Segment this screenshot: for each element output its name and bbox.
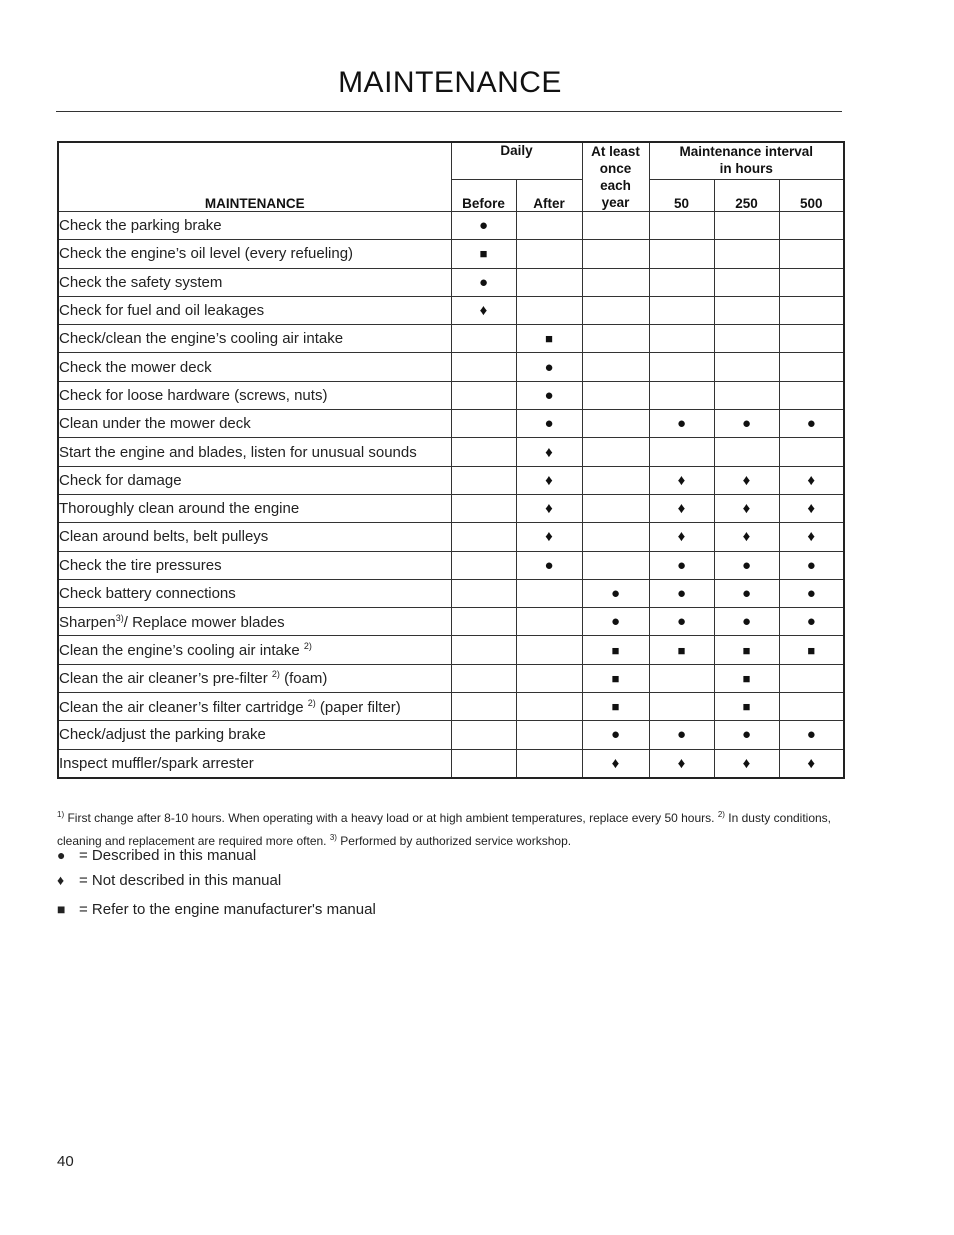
diamond-icon: ♦ — [677, 500, 686, 518]
task-cell — [58, 325, 451, 353]
mark-cell-hours-250 — [714, 721, 779, 749]
mark-cell-hours-500 — [779, 381, 844, 409]
circle-icon: ● — [741, 585, 752, 602]
mark-cell-hours-50 — [649, 353, 714, 381]
mark-cell-daily-before — [451, 240, 516, 268]
mark-cell-hours-50 — [649, 721, 714, 749]
mark-cell-daily-after — [516, 551, 582, 579]
mark-cell-yearly — [582, 693, 649, 721]
circle-icon: ● — [806, 415, 816, 433]
task-cell — [58, 296, 451, 324]
task-label: Check the mower deck — [59, 358, 212, 376]
circle-icon: ● — [478, 217, 489, 235]
task-label: Check for fuel and oil leakages — [59, 302, 265, 320]
task-cell — [58, 608, 451, 636]
mark-cell-daily-after — [516, 353, 582, 381]
mark-cell-yearly — [582, 466, 649, 494]
mark-cell-yearly — [582, 212, 649, 240]
circle-icon: ● — [544, 358, 554, 376]
mark-cell-daily-before — [451, 749, 516, 778]
diamond-icon: ♦ — [57, 872, 65, 888]
diamond-icon: ♦ — [742, 471, 751, 489]
mark-cell-yearly — [582, 494, 649, 522]
diamond-icon: ♦ — [677, 471, 686, 489]
mark-cell-yearly — [582, 438, 649, 466]
mark-cell-yearly — [582, 721, 649, 749]
mark-cell-daily-after — [516, 381, 582, 409]
mark-cell-hours-250 — [714, 212, 779, 240]
mark-cell-daily-after — [516, 296, 582, 324]
mark-cell-hours-250 — [714, 494, 779, 522]
task-label: Clean the air cleaner’s filter cartridge — [59, 698, 308, 716]
task-cell — [58, 636, 451, 664]
task-cell — [58, 749, 451, 778]
square-icon: ■ — [545, 331, 553, 347]
legend-item-engine-manual — [57, 901, 376, 918]
mark-cell-daily-before — [451, 212, 516, 240]
mark-cell-hours-50 — [649, 438, 714, 466]
mark-cell-daily-after — [516, 494, 582, 522]
mark-cell-hours-500 — [779, 523, 844, 551]
maintenance-schedule-table — [57, 141, 845, 779]
table-row — [58, 381, 844, 409]
legend-text: = Refer to the engine manufacturer's manual — [79, 901, 376, 918]
square-icon: ■ — [807, 642, 816, 658]
mark-cell-daily-before — [451, 381, 516, 409]
task-footnote-ref: 2) — [307, 697, 316, 708]
diamond-icon: ♦ — [677, 754, 686, 772]
task-label: Sharpen — [59, 613, 116, 631]
mark-cell-hours-250 — [714, 664, 779, 692]
diamond-icon: ♦ — [545, 500, 553, 518]
mark-cell-hours-500 — [779, 551, 844, 579]
mark-cell-hours-50 — [649, 749, 714, 778]
table-row — [58, 721, 844, 749]
square-icon: ■ — [742, 699, 751, 715]
mark-cell-hours-250 — [714, 296, 779, 324]
mark-cell-yearly — [582, 608, 649, 636]
mark-cell-hours-250 — [714, 240, 779, 268]
diamond-icon: ♦ — [807, 754, 816, 772]
mark-cell-daily-after — [516, 721, 582, 749]
task-cell — [58, 551, 451, 579]
circle-icon: ● — [676, 585, 687, 602]
mark-cell-daily-before — [451, 721, 516, 749]
header-daily: Daily — [451, 142, 582, 179]
task-cell — [58, 523, 451, 551]
task-label-suffix: (paper filter) — [315, 698, 401, 716]
schedule-rows — [58, 212, 844, 778]
task-label: Check the safety system — [59, 273, 223, 291]
circle-icon: ● — [806, 613, 816, 631]
mark-cell-hours-500 — [779, 410, 844, 438]
mark-cell-hours-500 — [779, 212, 844, 240]
diamond-icon: ♦ — [545, 528, 553, 546]
diamond-icon: ♦ — [742, 528, 751, 546]
footnote-2-text: In dusty conditions, cleaning and replacement are required more often. — [57, 811, 832, 848]
mark-cell-hours-50 — [649, 381, 714, 409]
table-row — [58, 438, 844, 466]
mark-cell-yearly — [582, 664, 649, 692]
mark-cell-hours-50 — [649, 664, 714, 692]
task-label: Check/clean the engine’s cooling air intake — [59, 330, 344, 348]
circle-icon: ● — [741, 726, 752, 744]
mark-cell-hours-250 — [714, 551, 779, 579]
task-label-suffix: (foam) — [279, 670, 328, 688]
mark-cell-daily-after — [516, 466, 582, 494]
footnote-3-text: Performed by authorized service workshop. — [336, 834, 572, 848]
circle-icon: ● — [741, 415, 752, 433]
circle-icon: ● — [676, 415, 687, 433]
task-footnote-ref: 2) — [303, 641, 312, 652]
header-500-hours: 500 — [779, 179, 844, 211]
mark-cell-yearly — [582, 551, 649, 579]
mark-cell-daily-after — [516, 212, 582, 240]
task-cell — [58, 240, 451, 268]
mark-cell-hours-50 — [649, 494, 714, 522]
square-icon: ■ — [611, 642, 620, 658]
task-label: Check the engine’s oil level (every refueling) — [59, 245, 354, 263]
title-divider — [56, 111, 842, 112]
square-icon: ■ — [479, 246, 488, 262]
mark-cell-daily-before — [451, 579, 516, 607]
mark-cell-daily-before — [451, 353, 516, 381]
table-row — [58, 466, 844, 494]
task-cell — [58, 410, 451, 438]
circle-icon: ● — [806, 726, 816, 744]
mark-cell-hours-500 — [779, 721, 844, 749]
task-footnote-ref: 2) — [271, 669, 280, 680]
header-maintenance: MAINTENANCE — [58, 142, 451, 212]
square-icon: ■ — [57, 901, 66, 917]
task-cell — [58, 579, 451, 607]
legend-item-described — [57, 847, 256, 864]
mark-cell-hours-50 — [649, 693, 714, 721]
mark-cell-hours-250 — [714, 636, 779, 664]
circle-icon: ● — [741, 556, 752, 574]
diamond-icon: ♦ — [677, 528, 686, 546]
legend-text: = Not described in this manual — [79, 872, 282, 889]
task-cell — [58, 212, 451, 240]
mark-cell-yearly — [582, 410, 649, 438]
table-row — [58, 523, 844, 551]
diamond-icon: ♦ — [545, 471, 553, 489]
mark-cell-hours-500 — [779, 296, 844, 324]
mark-cell-daily-before — [451, 438, 516, 466]
task-label: Check the parking brake — [59, 217, 222, 235]
task-label: Clean around belts, belt pulleys — [59, 528, 269, 546]
mark-cell-daily-before — [451, 466, 516, 494]
mark-cell-daily-after — [516, 579, 582, 607]
table-row — [58, 693, 844, 721]
task-cell — [58, 268, 451, 296]
task-label: Check battery connections — [59, 585, 236, 602]
mark-cell-daily-after — [516, 749, 582, 778]
mark-cell-hours-250 — [714, 438, 779, 466]
task-cell — [58, 438, 451, 466]
mark-cell-daily-before — [451, 608, 516, 636]
circle-icon: ● — [676, 556, 687, 574]
mark-cell-hours-250 — [714, 579, 779, 607]
task-label: Check/adjust the parking brake — [59, 726, 266, 744]
circle-icon: ● — [806, 585, 816, 602]
mark-cell-hours-50 — [649, 240, 714, 268]
mark-cell-daily-before — [451, 693, 516, 721]
table-row — [58, 410, 844, 438]
mark-cell-daily-before — [451, 325, 516, 353]
task-cell — [58, 494, 451, 522]
task-cell — [58, 381, 451, 409]
mark-cell-hours-250 — [714, 353, 779, 381]
mark-cell-hours-50 — [649, 551, 714, 579]
task-cell — [58, 721, 451, 749]
table-row — [58, 551, 844, 579]
table-row — [58, 636, 844, 664]
mark-cell-daily-after — [516, 325, 582, 353]
table-row — [58, 664, 844, 692]
page-number: 40 — [57, 1153, 74, 1170]
mark-cell-hours-500 — [779, 636, 844, 664]
page-title: MAINTENANCE — [338, 66, 562, 99]
mark-cell-hours-50 — [649, 466, 714, 494]
table-row — [58, 212, 844, 240]
square-icon: ■ — [677, 642, 686, 658]
task-label: Clean the air cleaner’s pre-filter — [59, 670, 272, 688]
task-label: Clean the engine’s cooling air intake — [59, 642, 304, 660]
diamond-icon: ♦ — [545, 443, 553, 461]
circle-icon: ● — [544, 386, 554, 404]
mark-cell-hours-250 — [714, 693, 779, 721]
diamond-icon: ♦ — [807, 471, 816, 489]
mark-cell-hours-500 — [779, 494, 844, 522]
mark-cell-daily-after — [516, 268, 582, 296]
mark-cell-hours-50 — [649, 296, 714, 324]
circle-icon: ● — [610, 613, 621, 631]
circle-icon: ● — [544, 415, 554, 433]
circle-icon: ● — [676, 726, 687, 744]
mark-cell-hours-250 — [714, 325, 779, 353]
mark-cell-hours-500 — [779, 353, 844, 381]
legend-item-not-described — [57, 872, 281, 889]
diamond-icon: ♦ — [807, 500, 816, 518]
mark-cell-yearly — [582, 325, 649, 353]
mark-cell-hours-50 — [649, 410, 714, 438]
mark-cell-yearly — [582, 636, 649, 664]
header-250-hours: 250 — [714, 179, 779, 211]
mark-cell-yearly — [582, 240, 649, 268]
mark-cell-hours-500 — [779, 240, 844, 268]
task-cell — [58, 664, 451, 692]
mark-cell-yearly — [582, 523, 649, 551]
header-before: Before — [451, 179, 516, 211]
mark-cell-daily-after — [516, 664, 582, 692]
header-maintenance-interval: Maintenance interval in hours — [649, 142, 844, 179]
mark-cell-hours-500 — [779, 325, 844, 353]
mark-cell-daily-before — [451, 494, 516, 522]
table-row — [58, 494, 844, 522]
mark-cell-daily-before — [451, 636, 516, 664]
table-row — [58, 268, 844, 296]
header-after: After — [516, 179, 582, 211]
mark-cell-hours-250 — [714, 381, 779, 409]
mark-cell-daily-before — [451, 268, 516, 296]
mark-cell-daily-after — [516, 693, 582, 721]
mark-cell-hours-50 — [649, 579, 714, 607]
mark-cell-yearly — [582, 353, 649, 381]
task-label: Check the tire pressures — [59, 556, 222, 574]
mark-cell-hours-500 — [779, 466, 844, 494]
table-row — [58, 240, 844, 268]
mark-cell-hours-50 — [649, 268, 714, 296]
mark-cell-yearly — [582, 296, 649, 324]
mark-cell-hours-250 — [714, 410, 779, 438]
mark-cell-daily-after — [516, 608, 582, 636]
mark-cell-yearly — [582, 579, 649, 607]
legend-text: = Described in this manual — [79, 847, 257, 864]
mark-cell-daily-before — [451, 551, 516, 579]
task-label: Clean under the mower deck — [59, 415, 251, 433]
mark-cell-daily-after — [516, 410, 582, 438]
mark-cell-hours-500 — [779, 268, 844, 296]
task-label: Check for loose hardware (screws, nuts) — [59, 386, 328, 404]
mark-cell-daily-before — [451, 410, 516, 438]
square-icon: ■ — [611, 699, 620, 715]
mark-cell-daily-after — [516, 240, 582, 268]
square-icon: ■ — [742, 670, 751, 686]
task-label: Thoroughly clean around the engine — [59, 500, 300, 518]
mark-cell-daily-after — [516, 523, 582, 551]
mark-cell-hours-250 — [714, 466, 779, 494]
square-icon: ■ — [611, 670, 620, 686]
task-cell — [58, 466, 451, 494]
footnotes — [57, 805, 847, 851]
circle-icon: ● — [610, 726, 621, 744]
mark-cell-hours-50 — [649, 523, 714, 551]
header-50-hours: 50 — [649, 179, 714, 211]
circle-icon: ● — [741, 613, 752, 631]
mark-cell-hours-250 — [714, 523, 779, 551]
circle-icon: ● — [57, 847, 66, 863]
mark-cell-hours-500 — [779, 664, 844, 692]
mark-cell-hours-50 — [649, 636, 714, 664]
mark-cell-daily-before — [451, 664, 516, 692]
square-icon: ■ — [742, 642, 751, 658]
circle-icon: ● — [676, 613, 687, 631]
task-label: Start the engine and blades, listen for unusual sounds — [59, 443, 417, 461]
table-row — [58, 353, 844, 381]
mark-cell-yearly — [582, 381, 649, 409]
diamond-icon: ♦ — [742, 754, 751, 772]
footnote-1-text: First change after 8-10 hours. When operating with a heavy load or at high ambient temperatures, replace every 50 hours. — [64, 811, 718, 825]
mark-cell-hours-250 — [714, 608, 779, 636]
table-row — [58, 608, 844, 636]
mark-cell-hours-500 — [779, 579, 844, 607]
diamond-icon: ♦ — [807, 528, 816, 546]
header-at-least-once-each-year: At least once each year — [582, 142, 649, 212]
mark-cell-hours-50 — [649, 212, 714, 240]
table-row — [58, 579, 844, 607]
task-label: Inspect muffler/spark arrester — [59, 754, 254, 772]
diamond-icon: ♦ — [611, 754, 620, 772]
task-cell — [58, 693, 451, 721]
diamond-icon: ♦ — [479, 302, 488, 320]
mark-cell-hours-500 — [779, 608, 844, 636]
task-footnote-ref: 3) — [115, 612, 124, 623]
mark-cell-daily-after — [516, 438, 582, 466]
mark-cell-yearly — [582, 749, 649, 778]
footnote-2-mark: 2) — [717, 810, 725, 819]
circle-icon: ● — [806, 556, 816, 574]
mark-cell-daily-before — [451, 296, 516, 324]
footnote-3-mark: 3) — [329, 833, 337, 842]
task-label-suffix: / Replace mower blades — [123, 613, 285, 631]
circle-icon: ● — [610, 585, 621, 602]
table-row — [58, 749, 844, 778]
mark-cell-hours-250 — [714, 268, 779, 296]
mark-cell-hours-50 — [649, 608, 714, 636]
circle-icon: ● — [478, 273, 489, 291]
diamond-icon: ♦ — [742, 500, 751, 518]
mark-cell-hours-500 — [779, 438, 844, 466]
circle-icon: ● — [544, 556, 554, 574]
task-cell — [58, 353, 451, 381]
mark-cell-daily-after — [516, 636, 582, 664]
table-row — [58, 296, 844, 324]
mark-cell-yearly — [582, 268, 649, 296]
mark-cell-hours-50 — [649, 325, 714, 353]
mark-cell-daily-before — [451, 523, 516, 551]
table-row — [58, 325, 844, 353]
task-label: Check for damage — [59, 471, 182, 489]
mark-cell-hours-500 — [779, 749, 844, 778]
footnote-1-mark: 1) — [57, 810, 65, 819]
mark-cell-hours-250 — [714, 749, 779, 778]
mark-cell-hours-500 — [779, 693, 844, 721]
